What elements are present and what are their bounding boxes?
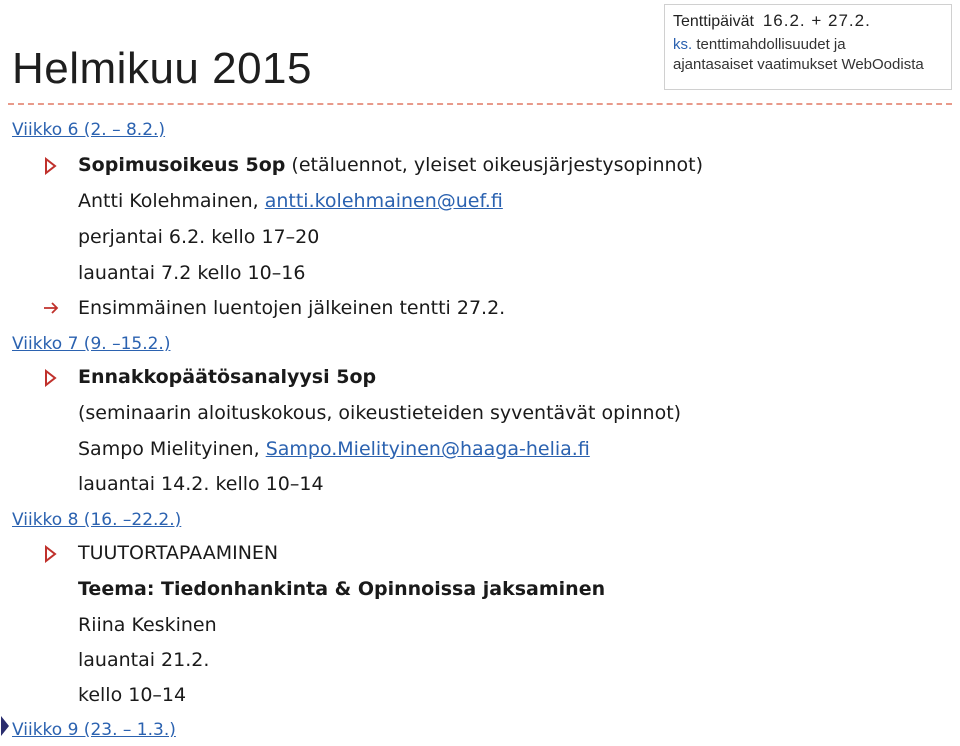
triangle-bullet-icon <box>44 157 58 175</box>
week8-time: kello 10–14 <box>78 684 187 706</box>
ks-link[interactable]: ks. <box>673 36 693 53</box>
week6-course-title: Sopimusoikeus 5op <box>78 154 286 176</box>
week6-course <box>78 154 703 176</box>
week6-teacher <box>78 190 503 212</box>
exam-dates-label: Tenttipäivät <box>673 13 754 30</box>
week8-person: Riina Keskinen <box>78 614 217 636</box>
exam-info-line3: ajantasaiset vaatimukset <box>673 56 838 73</box>
week7-teacher <box>78 438 590 460</box>
week6-exam-note: Ensimmäinen luentojen jälkeinen tentti 27.2. <box>78 297 506 319</box>
weboodi-text: WebOodista <box>841 56 924 73</box>
exam-info-box <box>664 4 952 90</box>
week6-link[interactable]: Viikko 6 (2. – 8.2.) <box>12 120 166 140</box>
week6-course-desc: (etäluennot, yleiset oikeusjärjestysopinnot) <box>285 154 704 176</box>
week6-teacher-email[interactable]: antti.kolehmainen@uef.fi <box>264 190 503 212</box>
week7-teacher-name: Sampo Mielityinen, <box>78 438 266 460</box>
week8-link[interactable]: Viikko 8 (16. –22.2.) <box>12 510 182 530</box>
triangle-bullet-icon <box>44 369 58 387</box>
week8-theme: Teema: Tiedonhankinta & Opinnoissa jaksaminen <box>78 578 606 600</box>
exam-info-text <box>673 35 943 75</box>
week9-link[interactable]: Viikko 9 (23. – 1.3.) <box>12 720 176 740</box>
header-divider <box>8 103 952 105</box>
week8-date: lauantai 21.2. <box>78 649 210 671</box>
exam-dates-line <box>673 11 943 31</box>
page-title: Helmikuu 2015 <box>12 44 312 93</box>
week7-course-desc: (seminaarin aloituskokous, oikeustieteiden syventävät opinnot) <box>78 402 682 424</box>
week7-teacher-email[interactable]: Sampo.Mielityinen@haaga-helia.fi <box>265 438 590 460</box>
week6-teacher-name: Antti Kolehmainen, <box>78 190 265 212</box>
week7-link[interactable]: Viikko 7 (9. –15.2.) <box>12 334 171 354</box>
exam-info-line2: tenttimahdollisuudet ja <box>696 36 846 53</box>
week7-session: lauantai 14.2. kello 10–14 <box>78 473 324 495</box>
week6-session2: lauantai 7.2 kello 10–16 <box>78 262 306 284</box>
week7-course-title: Ennakkopäätösanalyysi 5op <box>78 366 377 388</box>
triangle-bullet-icon <box>0 714 10 738</box>
arrow-right-icon <box>42 299 60 317</box>
triangle-bullet-icon <box>44 545 58 563</box>
week6-session1: perjantai 6.2. kello 17–20 <box>78 226 320 248</box>
exam-dates-value: 16.2. + 27.2. <box>762 11 871 30</box>
week8-event: TUUTORTAPAAMINEN <box>78 542 279 564</box>
